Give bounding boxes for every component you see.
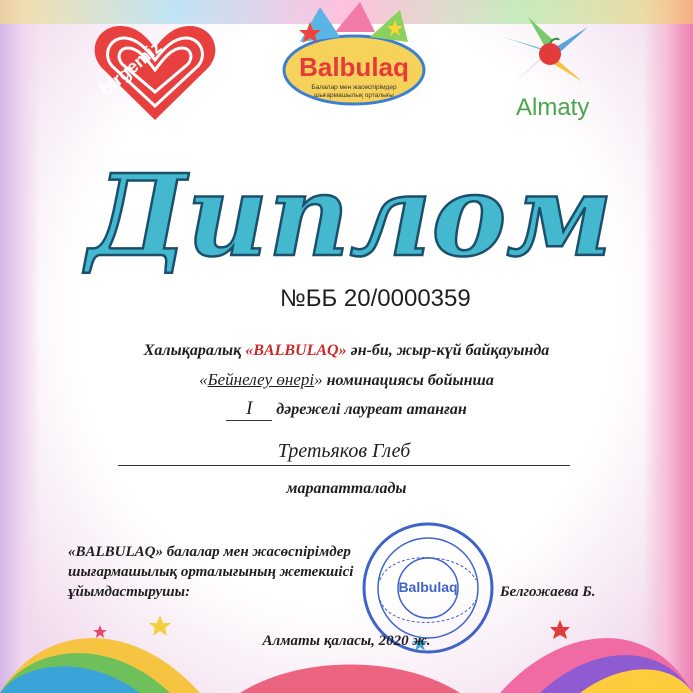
birgemiz-text: birgemiz [95,36,166,100]
degree-line [0,398,693,421]
balbulaq-logo-text: Balbulaq [299,52,409,82]
almaty-logo [488,12,628,127]
diploma-title-svg [80,130,620,300]
degree-suffix: дәрежелі лауреат атанған [272,401,467,418]
contest-line [0,342,693,360]
diploma-title: Диплом [87,151,613,282]
organizer-line-3: ұйымдастырушы: [68,584,191,600]
nomination-suffix: номинациясы бойынша [322,372,494,389]
contest-brand: «BALBULAQ» [245,342,347,359]
organizer-line-1: «BALBULAQ» балалар мен жасөспірімдер [68,544,351,560]
contest-line-prefix: Халықаралық [143,342,246,359]
almaty-star-icon [498,12,598,92]
degree-value: I [226,398,272,421]
stamp-center-text: Balbulaq [398,579,458,595]
awarded-text: марапатталады [286,480,407,497]
birgemiz-logo [90,20,220,130]
nomination-close-quote: » [314,370,323,389]
contest-line-suffix: ән-би, жыр-күй байқауында [346,342,550,359]
nomination-line [0,370,693,390]
city-date: Алматы қаласы, 2020 ж. [262,633,431,649]
signer-name: Белгожаева Б. [500,584,596,600]
nomination-name: Бейнелеу өнері [207,370,315,389]
organizer-block [68,542,353,602]
nomination-open-quote: « [199,370,208,389]
diploma-title-block [80,130,620,300]
balbulaq-logo-subtitle: Балалар мен жасөспірімдер шығармашылық орталығы [311,84,397,99]
diploma-number: №ББ 20/0000359 [280,285,471,312]
almaty-logo-text: Almaty [516,94,590,121]
balbulaq-logo [280,2,428,106]
recipient-name: Третьяков Глеб [118,440,570,466]
organizer-line-2: шығармашылық орталығының жетекшісі [68,564,354,580]
